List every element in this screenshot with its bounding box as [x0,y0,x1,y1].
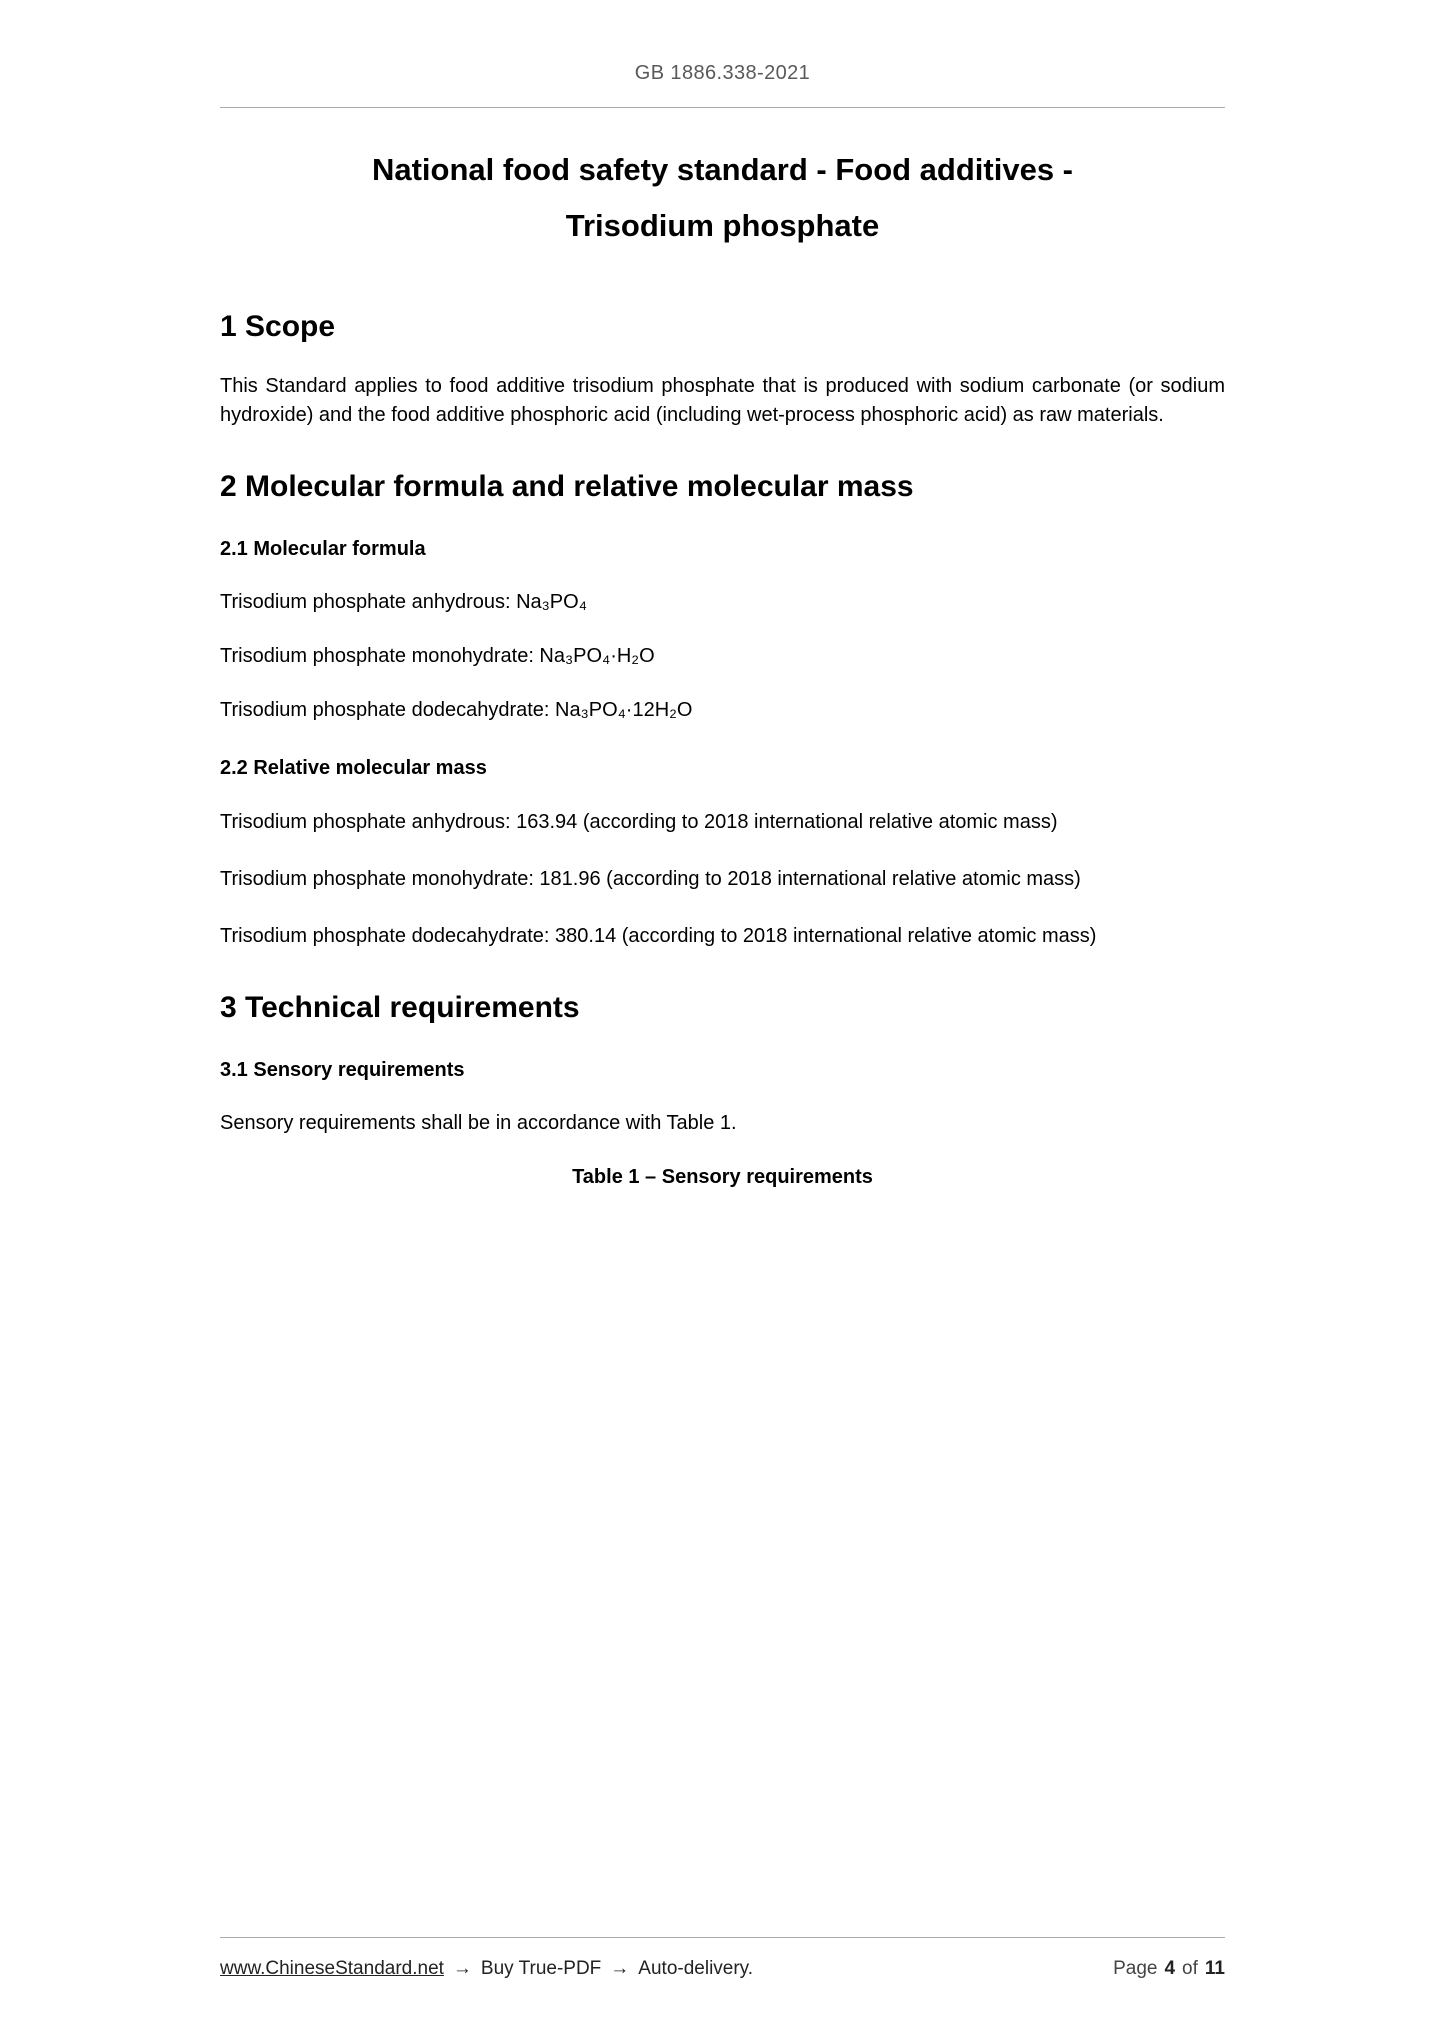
subsection-2-1-heading: 2.1 Molecular formula [220,538,426,560]
mass-anhydrous: Trisodium phosphate anhydrous: 163.94 (according to 2018 international relative atomic mass) [220,811,1058,833]
page-label: Page [1113,1958,1158,1979]
section-2-heading: 2 Molecular formula and relative molecular mass [220,470,914,503]
document-title-line1: National food safety standard - Food additives - [371,152,1073,187]
scope-paragraph: This Standard applies to food additive trisodium phosphate that is produced with sodium carbonate (or sodium hydroxide) and the food additive phosphoric acid (including wet-process phosphoric acid) as raw materials. [220,375,1225,426]
section-3-heading: 3 Technical requirements [220,991,580,1024]
arrow-right-icon: → [452,1958,472,1979]
header-divider [220,107,1225,108]
formula-anhydrous: Trisodium phosphate anhydrous: Na₃PO₄ [220,591,587,613]
document-title [220,142,1225,254]
subsection-3-1-heading: 3.1 Sensory requirements [220,1059,465,1081]
table-1-caption: Table 1 – Sensory requirements [572,1166,873,1188]
footer-promo [220,1958,753,1980]
page-current: 4 [1164,1958,1176,1979]
page-indicator [1113,1958,1225,1980]
document-title-line2: Trisodium phosphate [565,208,880,243]
page-footer [220,1937,1225,1980]
footer-action-delivery: Auto-delivery. [638,1958,754,1979]
mass-monohydrate: Trisodium phosphate monohydrate: 181.96 (according to 2018 international relative atomic mass) [220,868,1081,890]
page-of-label: of [1182,1958,1198,1979]
formula-monohydrate: Trisodium phosphate monohydrate: Na₃PO₄·H₂O [220,645,655,667]
formula-dodecahydrate: Trisodium phosphate dodecahydrate: Na₃PO₄·12H₂O [220,699,693,721]
sensory-paragraph: Sensory requirements shall be in accordance with Table 1. [220,1112,737,1134]
doc-number: GB 1886.338-2021 [634,62,811,84]
page-total: 11 [1204,1958,1225,1979]
footer-action-buy: Buy True-PDF [480,1958,602,1979]
subsection-2-2-heading: 2.2 Relative molecular mass [220,757,487,779]
section-1-heading: 1 Scope [220,310,336,343]
arrow-right-icon: → [610,1958,630,1979]
mass-dodecahydrate: Trisodium phosphate dodecahydrate: 380.14 (according to 2018 international relative atomic mass) [220,925,1097,947]
footer-site-link[interactable]: www.ChineseStandard.net [220,1958,444,1979]
